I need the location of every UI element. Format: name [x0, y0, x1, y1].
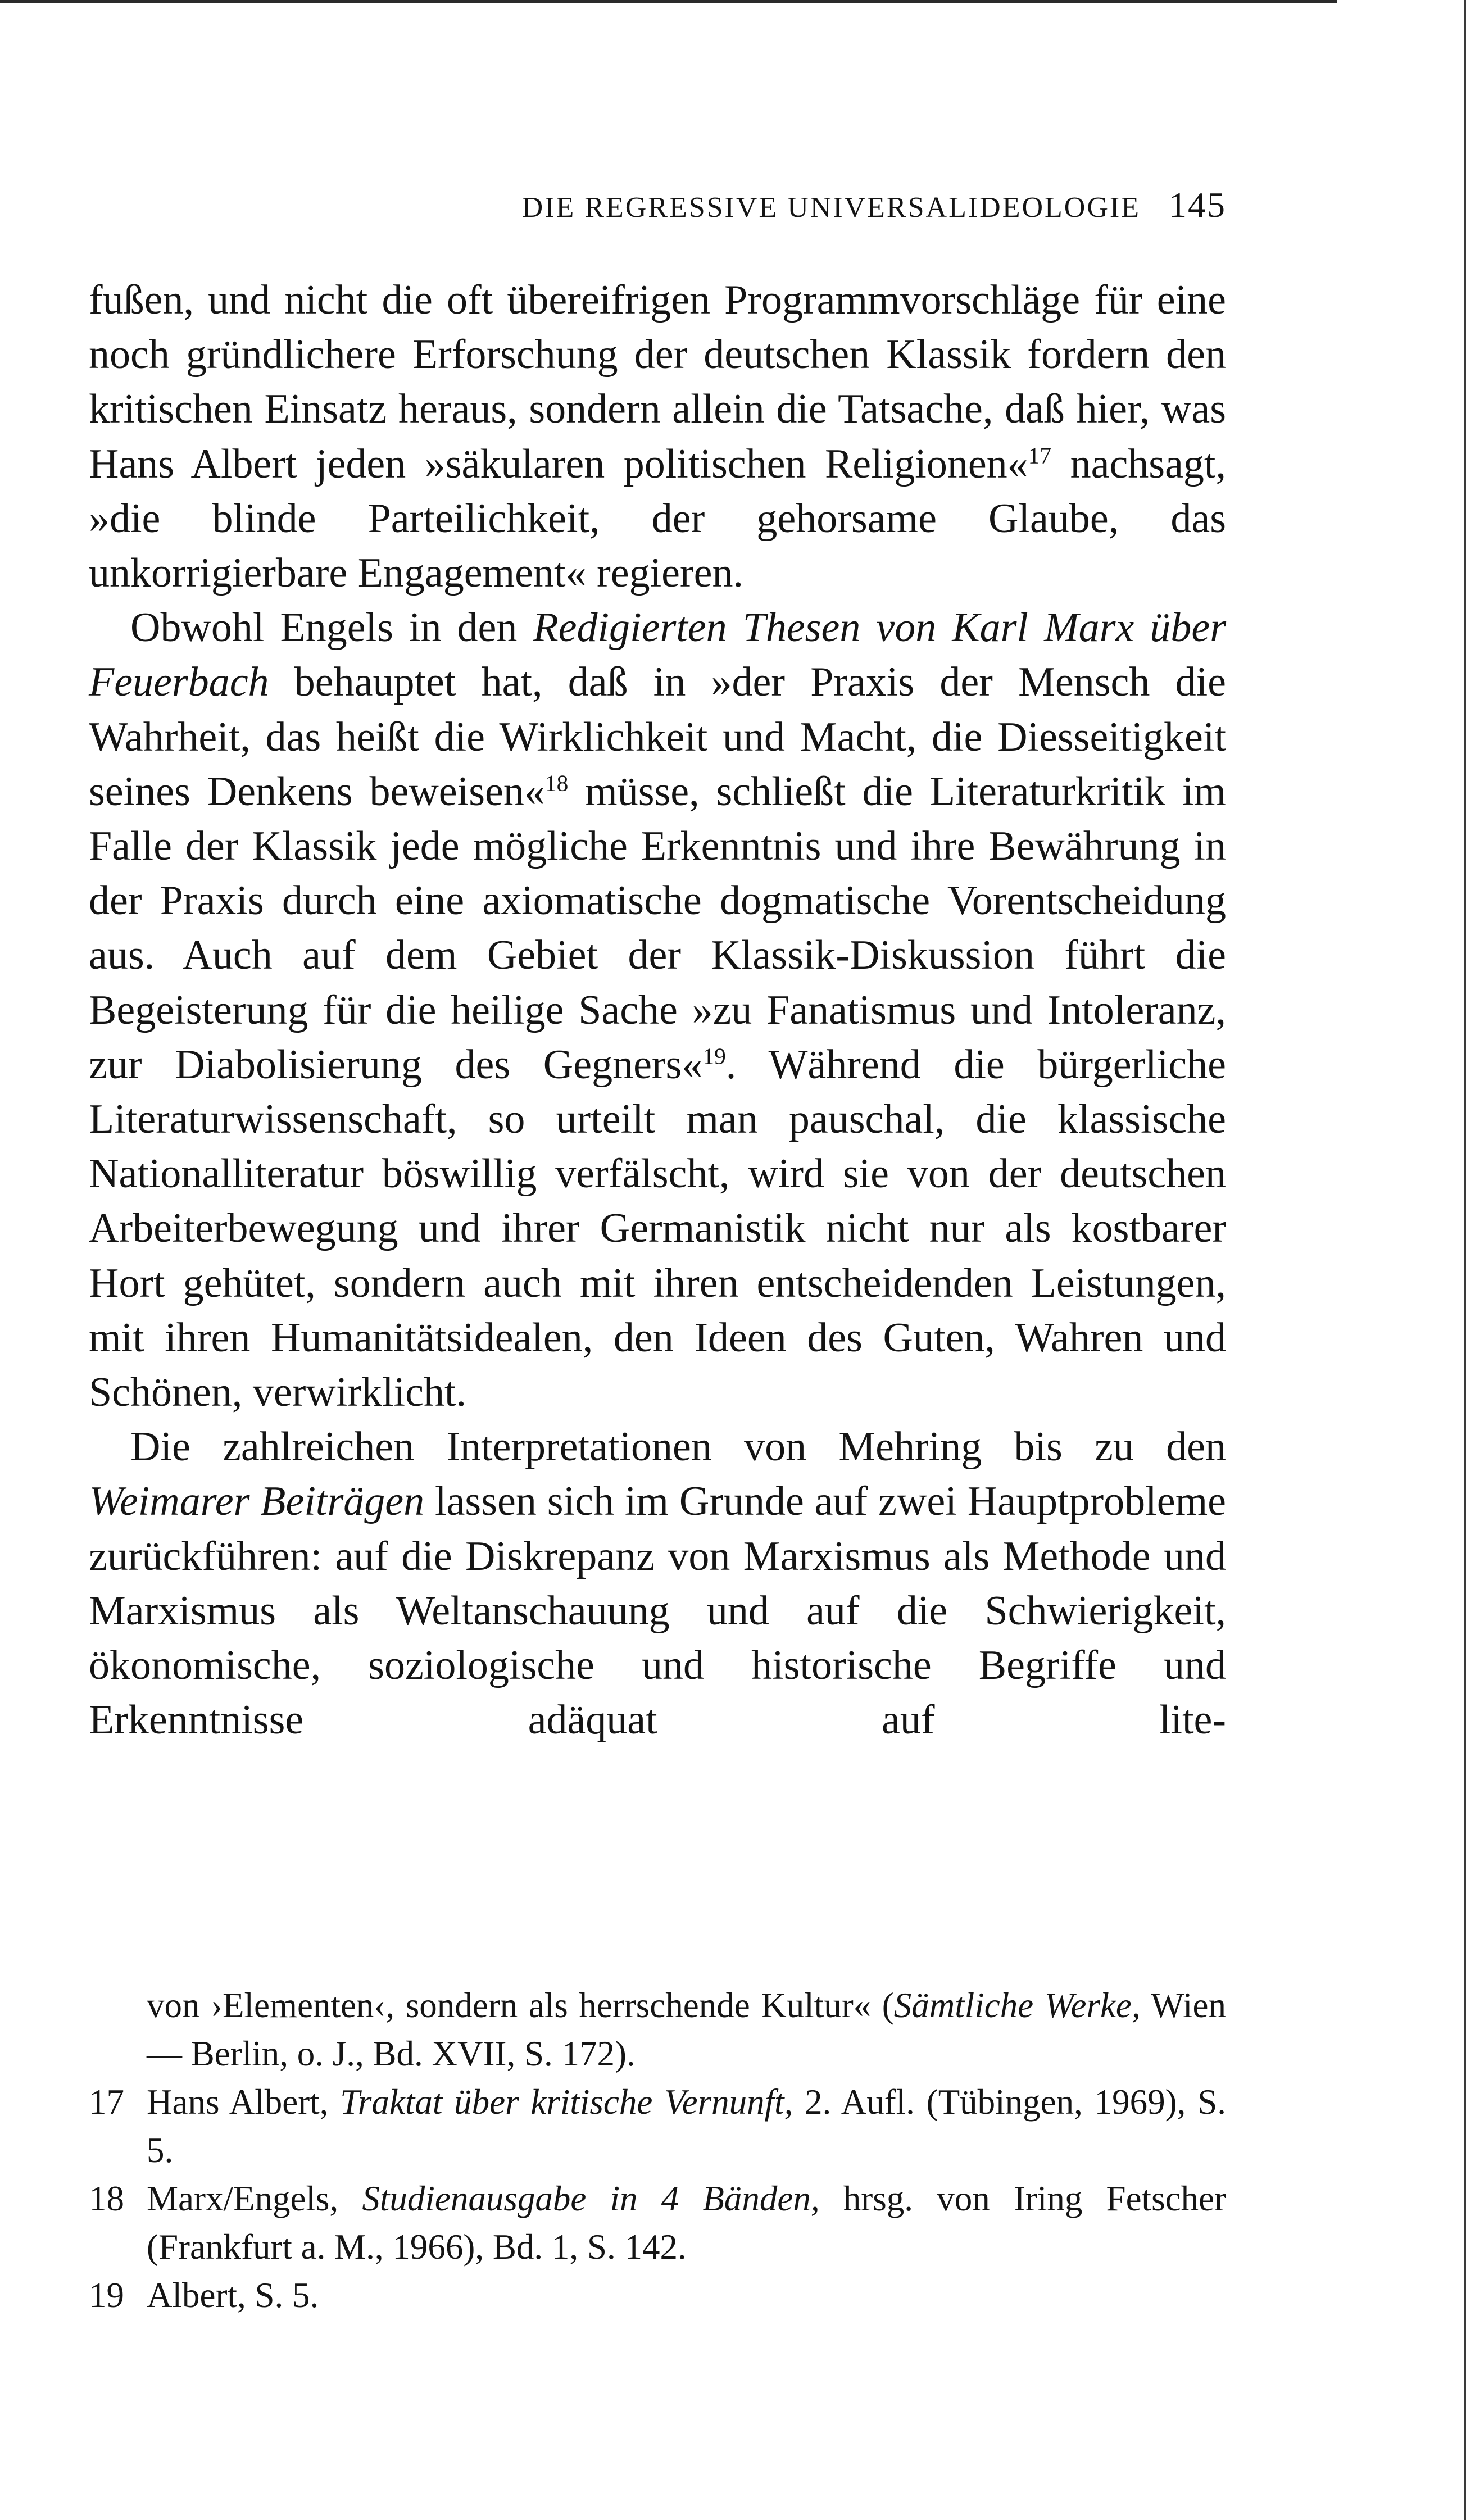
footnote-text — [147, 2078, 1226, 2174]
footnote-ref-18: 18 — [544, 770, 569, 796]
paragraph-1-text-b: nachsagt, »die blinde Parteilichkeit, der gehorsame Glaube, das unkorrigierbare Engagement« regieren. — [89, 441, 1226, 597]
paragraph-2-text-b: behauptet hat, daß in »der Praxis der Mensch die Wahrheit, das heißt die Wirklichkeit und Macht, die Diesseitigkeit seines Denkens beweisen« — [89, 659, 1226, 815]
main-text — [89, 273, 1226, 1747]
footnote-text-a: Hans Albert, — [147, 2082, 341, 2122]
paragraph-3-text-a: Die zahlreichen Interpretationen von Mehring bis zu den — [130, 1424, 1226, 1470]
paragraph-2-text-d: . Während die bürgerliche Literaturwissenschaft, so urteilt man pauschal, die klassische Nationalliteratur böswillig verfälscht, wird sie von der deutschen Arbeiterbewegung und ihrer Germanistik nicht nur als kostbarer Hort gehütet, sondern auch mit ihren entscheidenden Leistungen, mit ihren Humanitätsidealen, den Ideen des Guten, Wahren und Schönen, verwirklicht. — [89, 1041, 1226, 1416]
footnote-text — [147, 2174, 1226, 2271]
footnotes — [89, 1981, 1226, 2319]
page-number: 145 — [1169, 185, 1226, 225]
paragraph-2-text-a: Obwohl Engels in den — [130, 605, 533, 651]
footnote-continuation-text-a: von ›Elementen‹, sondern als herrschende Kultur« ( — [147, 1986, 894, 2025]
paragraph-1 — [89, 273, 1226, 601]
footnote-ref-19: 19 — [702, 1043, 726, 1069]
footnote-text-b: 2. Aufl. (Tübingen, 1969), S. 5. — [147, 2082, 1226, 2170]
page-edge-right — [1464, 0, 1466, 2520]
title-redigierte-thesen: Redigierten Thesen von Karl Marx über Feuerbach — [89, 605, 1227, 706]
paragraph-1-text-a: fußen, und nicht die oft übereifrigen Programmvorschläge für eine noch gründlichere Erforschung der deutschen Klassik fordern den kritischen Einsatz heraus, sondern allein die Tatsache, daß hier, was Hans Albert jeden »säkularen politischen Religionen« — [89, 277, 1226, 487]
footnote-number: 19 — [89, 2276, 124, 2315]
footnote-19 — [89, 2271, 1226, 2319]
paragraph-2-text-c: müsse, schließt die Literaturkritik im Falle der Klassik jede mögliche Erkenntnis und ihre Bewährung in der Praxis durch eine axiomatische dogmatische Vorentscheidung aus. Auch auf dem Gebiet der Klassik-Diskussion führt die Begeisterung für die heilige Sache »zu Fanatismus und Intoleranz, zur Diabolisierung des Gegners« — [89, 768, 1226, 1088]
running-title: DIE REGRESSIVE UNIVERSALIDEOLOGIE — [521, 192, 1141, 224]
paragraph-3 — [89, 1420, 1226, 1747]
footnote-number: 17 — [89, 2082, 124, 2122]
page-edge-top — [0, 0, 1337, 3]
footnote-continuation — [89, 1981, 1226, 2078]
footnote-title: Traktat über kritische Vernunft, — [340, 2082, 793, 2122]
footnote-continuation-text-b: Wien — Berlin, o. J., Bd. XVII, S. 172). — [147, 1986, 1226, 2073]
footnote-continuation-title: Sämtliche Werke, — [893, 1986, 1141, 2025]
footnote-text-b: hrsg. von Iring Fetscher (Frankfurt a. M., 1966), Bd. 1, S. 142. — [147, 2179, 1226, 2267]
paragraph-3-text-b: lassen sich im Grunde auf zwei Hauptprobleme zurückführen: auf die Diskrepanz von Marxismus als Methode und Marxismus als Weltanschauung und auf die Schwierigkeit, ökonomische, soziologische und historische Begriffe und Erkenntnisse adäquat auf lite- — [89, 1478, 1226, 1743]
footnote-17 — [89, 2078, 1226, 2174]
footnote-18 — [89, 2174, 1226, 2271]
footnote-text-a: Marx/Engels, — [147, 2179, 362, 2218]
running-header — [89, 185, 1226, 228]
footnote-number: 18 — [89, 2179, 124, 2218]
paragraph-2 — [89, 601, 1226, 1420]
footnote-text: Albert, S. 5. — [147, 2276, 319, 2315]
footnote-title: Studienausgabe in 4 Bänden, — [362, 2179, 820, 2218]
footnote-ref-17: 17 — [1028, 442, 1052, 468]
title-weimarer-beitraege: Weimarer Beiträgen — [89, 1478, 425, 1525]
